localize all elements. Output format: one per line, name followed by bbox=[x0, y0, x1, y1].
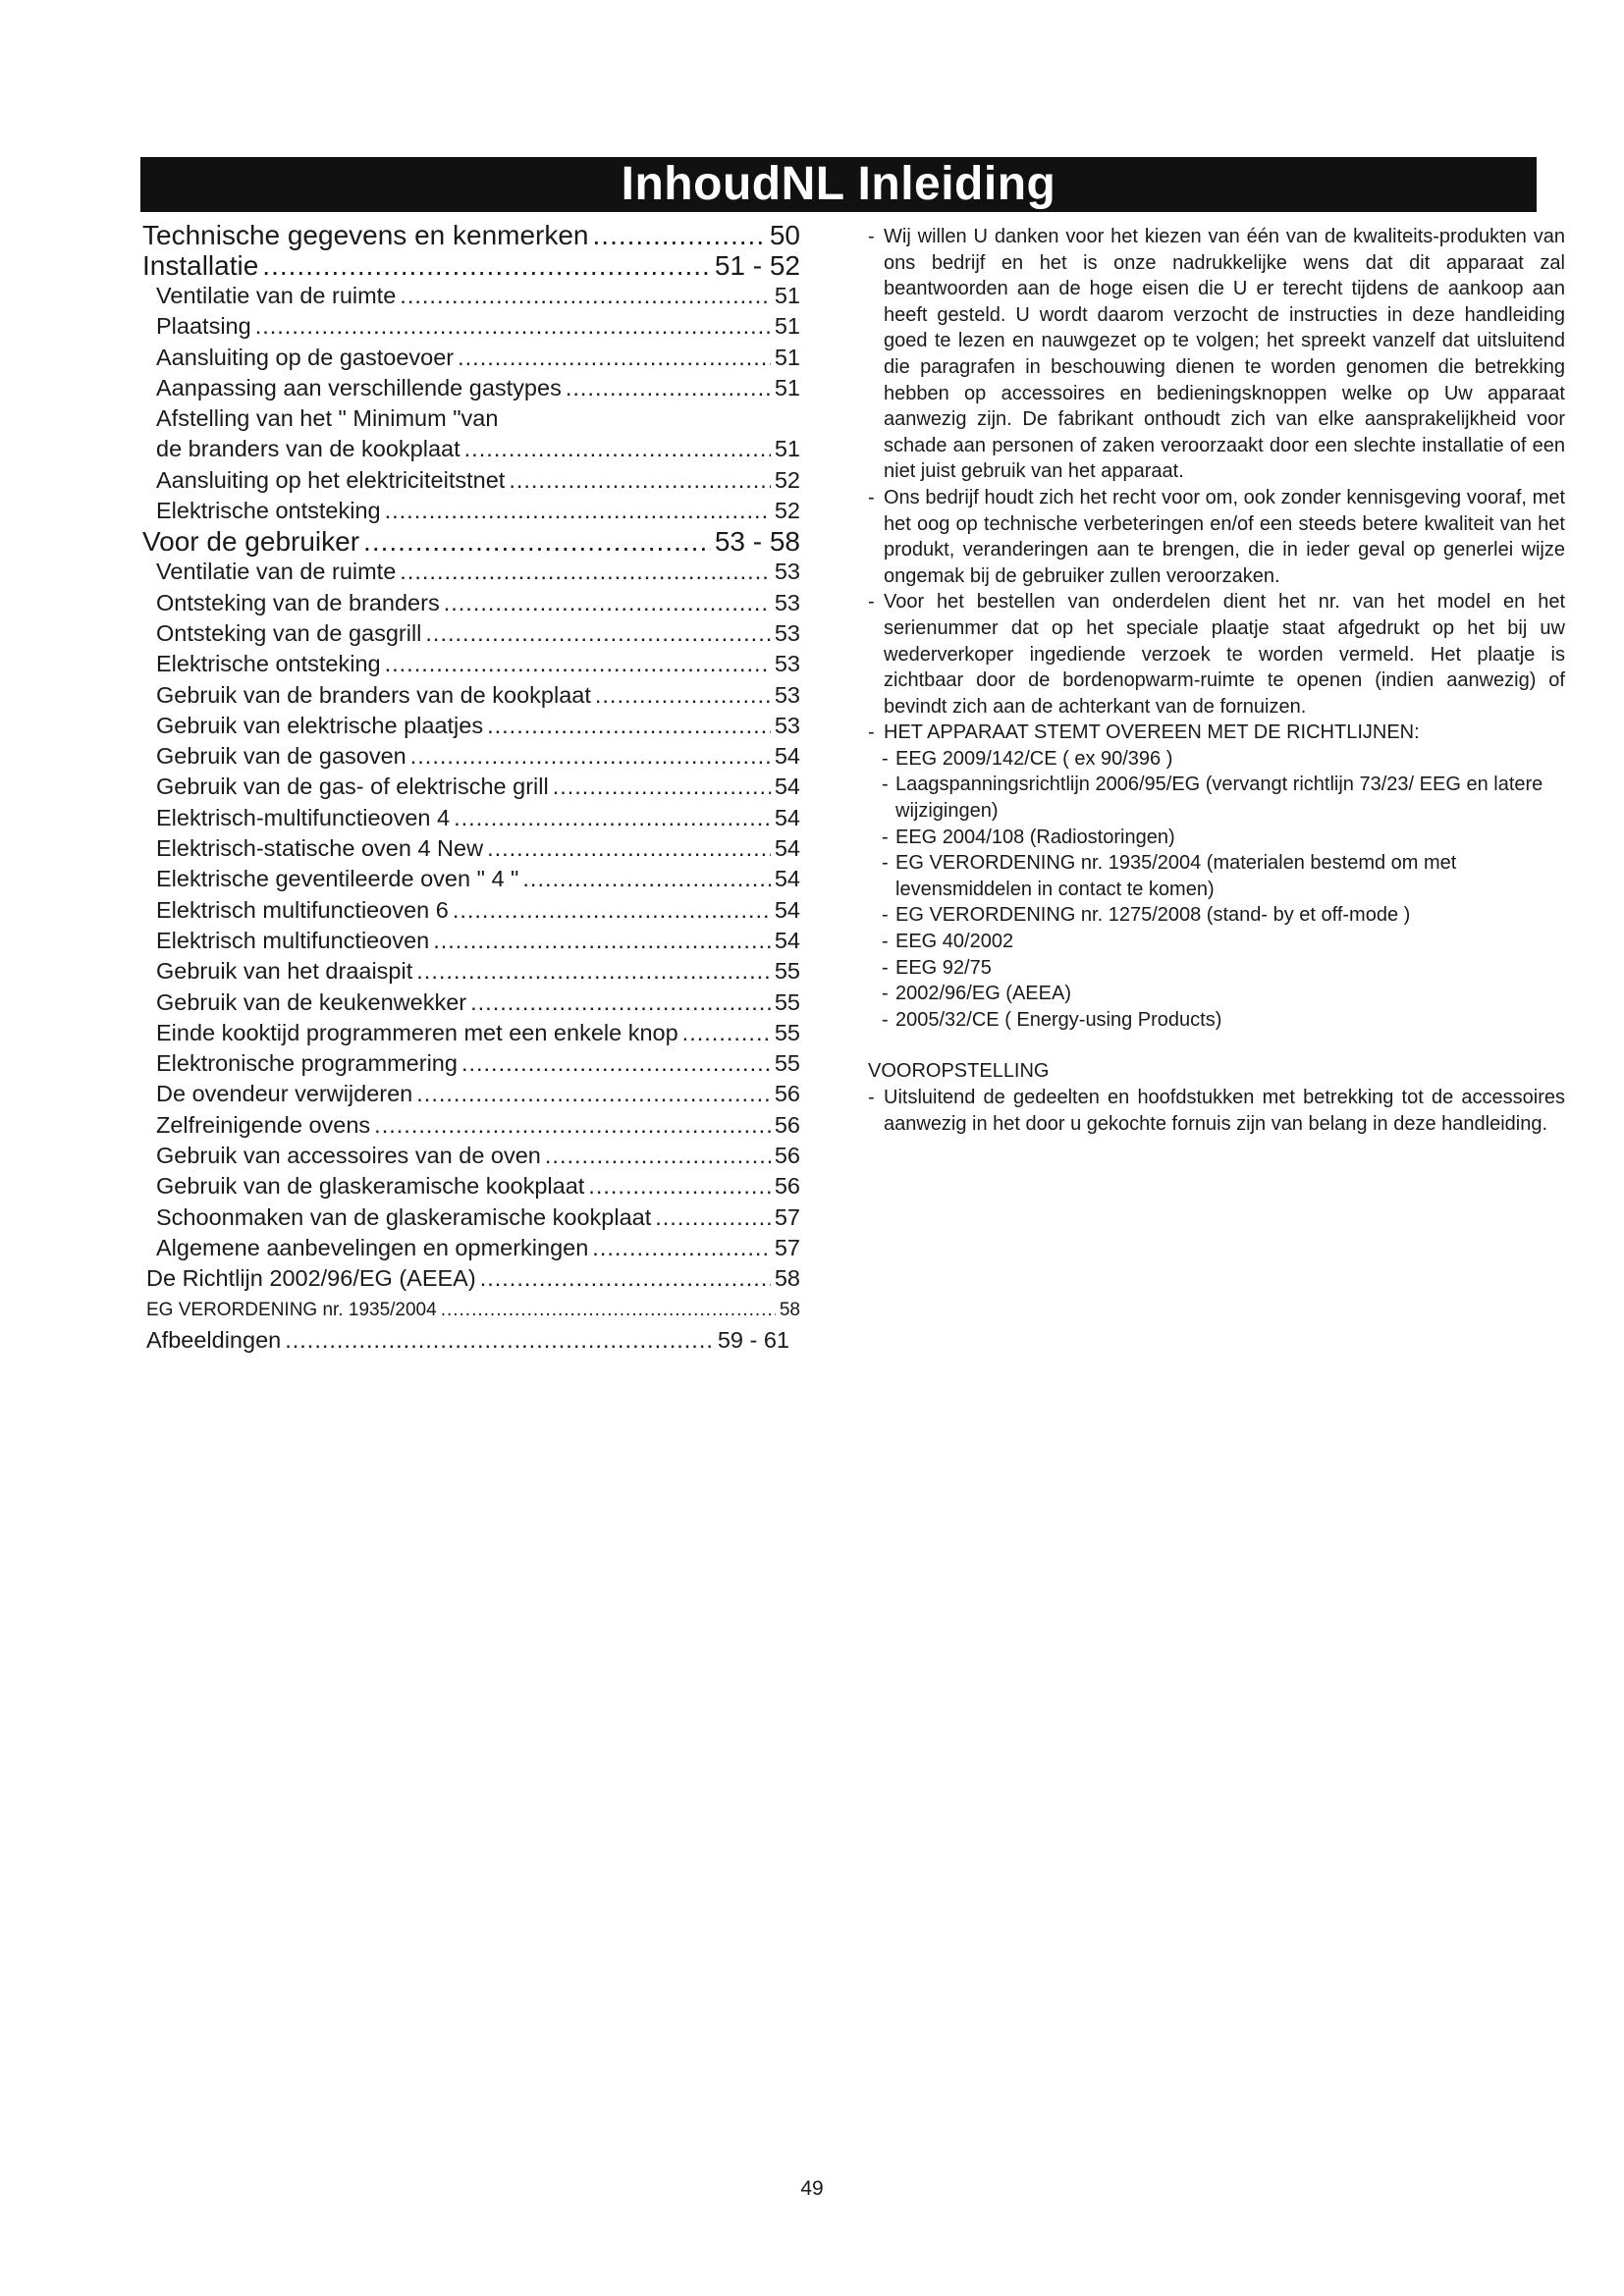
intro-paragraph: - Ons bedrijf houdt zich het recht voor om, ook zonder kennisgeving vooraf, met het oog op technische verbeteringen en/of een steeds betere kwaliteit van het produkt, veranderingen aan te brengen, die in ieder geval op generlei wijze ongemak bij de gebruiker zullen veroorzaken. bbox=[868, 486, 1565, 587]
introduction bbox=[868, 224, 1565, 1137]
title-bar bbox=[140, 157, 1537, 212]
toc-entry: Ontsteking van de gasgrill ..... 53 bbox=[142, 618, 800, 649]
page-title: InhoudNL Inleiding bbox=[621, 158, 1056, 210]
toc-entry: Ventilatie van de ruimte ..... 53 bbox=[142, 557, 800, 587]
directive-item: - EEG 2004/108 (Radiostoringen) bbox=[882, 826, 1175, 848]
toc-entry: Gebruik van de glaskeramische kookplaat ..... 56 bbox=[142, 1171, 800, 1201]
directive-item: - EEG 92/75 bbox=[882, 956, 992, 979]
toc-entry: Zelfreinigende ovens ..... 56 bbox=[142, 1110, 800, 1141]
toc-entry: Afbeeldingen ..... 59 - 61 bbox=[142, 1325, 789, 1356]
toc-entry: Elektrische geventileerde oven " 4 " ..... 54 bbox=[142, 864, 800, 894]
toc-entry: Ventilatie van de ruimte ..... 51 bbox=[142, 281, 800, 311]
intro-paragraph: - Voor het bestellen van onderdelen dient het nr. van het model en het serienummer dat op het speciale plaatje staat afgedrukt op het bij uw wederverkoper ingediende verzoek te worden vermeld. Het plaatje is zichtbaar door de bordenopwarm-ruimte te openen (indien aanwezig) of bevindt zich aan de achterkant van de fornuizen. bbox=[868, 591, 1565, 718]
directive-item: - 2002/96/EG (AEEA) bbox=[882, 983, 1071, 1005]
toc-entry: Elektrische ontsteking ..... 53 bbox=[142, 649, 800, 679]
toc-entry: Gebruik van accessoires van de oven ..... 56 bbox=[142, 1141, 800, 1171]
toc-entry-text: Afstelling van het " Minimum "van bbox=[156, 405, 499, 432]
directives-heading: - HET APPARAAT STEMT OVEREEN MET DE RICHTLIJNEN: bbox=[868, 721, 1420, 744]
toc-entry: Plaatsing ..... 51 bbox=[142, 311, 800, 342]
directive-item: - EG VERORDENING nr. 1935/2004 (materialen bestemd om met levensmiddelen in contact te komen) bbox=[882, 852, 1457, 900]
toc-entry: Gebruik van de branders van de kookplaat ..... 53 bbox=[142, 680, 800, 711]
directive-item: - EEG 40/2002 bbox=[882, 931, 1014, 953]
toc-entry: Aansluiting op de gastoevoer ..... 51 bbox=[142, 343, 800, 373]
page-number: 49 bbox=[800, 2177, 824, 2200]
intro-paragraph: - Wij willen U danken voor het kiezen van één van de kwaliteits-produkten van ons bedrijf en het is onze nadrukkelijke wens dat dit apparaat zal beantwoorden aan de hoge eisen die U er terecht tijdens de aankoop aan heeft gesteld. U wordt daarom verzocht de instructies in deze handleiding goed te lezen en nauwgezet op te volgen; het spreekt vanzelf dat uitsluitend die paragrafen in beschouwing dienen te worden genomen die betrekking hebben op accessoires en bedieningsknoppen welke op Uw apparaat aanwezig zijn. De fabrikant onthoudt zich van elke aansprakelijkheid voor schade aan personen of zaken veroorzaakt door een slechte installatie of een niet juist gebruik van het apparaat. bbox=[868, 226, 1565, 483]
toc-entry: Elektrisch-statische oven 4 New ..... 54 bbox=[142, 833, 800, 864]
directive-item: - EEG 2009/142/CE ( ex 90/396 ) bbox=[882, 747, 1173, 770]
toc-entry: de branders van de kookplaat ..... 51 bbox=[142, 434, 800, 464]
toc-entry: Gebruik van de gas- of elektrische grill ..... 54 bbox=[142, 772, 800, 802]
toc-entry: Algemene aanbevelingen en opmerkingen ..... 57 bbox=[142, 1233, 800, 1263]
directive-item: - 2005/32/CE ( Energy-using Products) bbox=[882, 1008, 1222, 1031]
toc-entry: De Richtlijn 2002/96/EG (AEEA) ..... 58 bbox=[142, 1263, 800, 1294]
toc-entry: Elektrisch multifunctieoven 6 ..... 54 bbox=[142, 895, 800, 926]
toc-entry: Elektronische programmering ..... 55 bbox=[142, 1048, 800, 1079]
toc-entry: Aansluiting op het elektriciteitstnet ..... 52 bbox=[142, 465, 800, 496]
toc-entry: Gebruik van de gasoven ..... 54 bbox=[142, 741, 800, 772]
toc-entry: Schoonmaken van de glaskeramische kookplaat ..... 57 bbox=[142, 1202, 800, 1233]
toc-entry: Voor de gebruiker ..... 53 - 58 bbox=[142, 526, 800, 557]
toc-entry: Einde kooktijd programmeren met een enkele knop ..... 55 bbox=[142, 1018, 800, 1048]
toc-entry: Installatie ..... 51 - 52 bbox=[142, 250, 800, 281]
toc-entry: Gebruik van elektrische plaatjes ..... 53 bbox=[142, 711, 800, 741]
toc-entry: Gebruik van de keukenwekker ..... 55 bbox=[142, 988, 800, 1018]
toc-entry: Elektrische ontsteking ..... 52 bbox=[142, 496, 800, 526]
toc-entry: Elektrisch-multifunctieoven 4 ..... 54 bbox=[142, 803, 800, 833]
section-heading: VOOROPSTELLING bbox=[868, 1060, 1050, 1083]
toc-entry: Aanpassing aan verschillende gastypes ..... 51 bbox=[142, 373, 800, 403]
intro-paragraph: - Uitsluitend de gedeelten en hoofdstukken met betrekking tot de accessoires aanwezig in het door u gekochte fornuis zijn van belang in deze handleiding. bbox=[868, 1087, 1565, 1135]
table-of-contents bbox=[142, 220, 800, 1356]
directive-item: - Laagspanningsrichtlijn 2006/95/EG (vervangt richtlijn 73/23/ EEG en latere wijzigingen) bbox=[882, 774, 1543, 823]
toc-entry: Gebruik van het draaispit ..... 55 bbox=[142, 956, 800, 987]
directive-item: - EG VERORDENING nr. 1275/2008 (stand- by et off-mode ) bbox=[882, 904, 1411, 927]
toc-entry: Elektrisch multifunctieoven ..... 54 bbox=[142, 926, 800, 956]
toc-entry: Technische gegevens en kenmerken ..... 50 bbox=[142, 220, 800, 250]
toc-entry: De ovendeur verwijderen ..... 56 bbox=[142, 1079, 800, 1109]
toc-entry: Ontsteking van de branders ..... 53 bbox=[142, 588, 800, 618]
toc-entry: EG VERORDENING nr. 1935/2004 ..... 58 bbox=[142, 1295, 800, 1325]
